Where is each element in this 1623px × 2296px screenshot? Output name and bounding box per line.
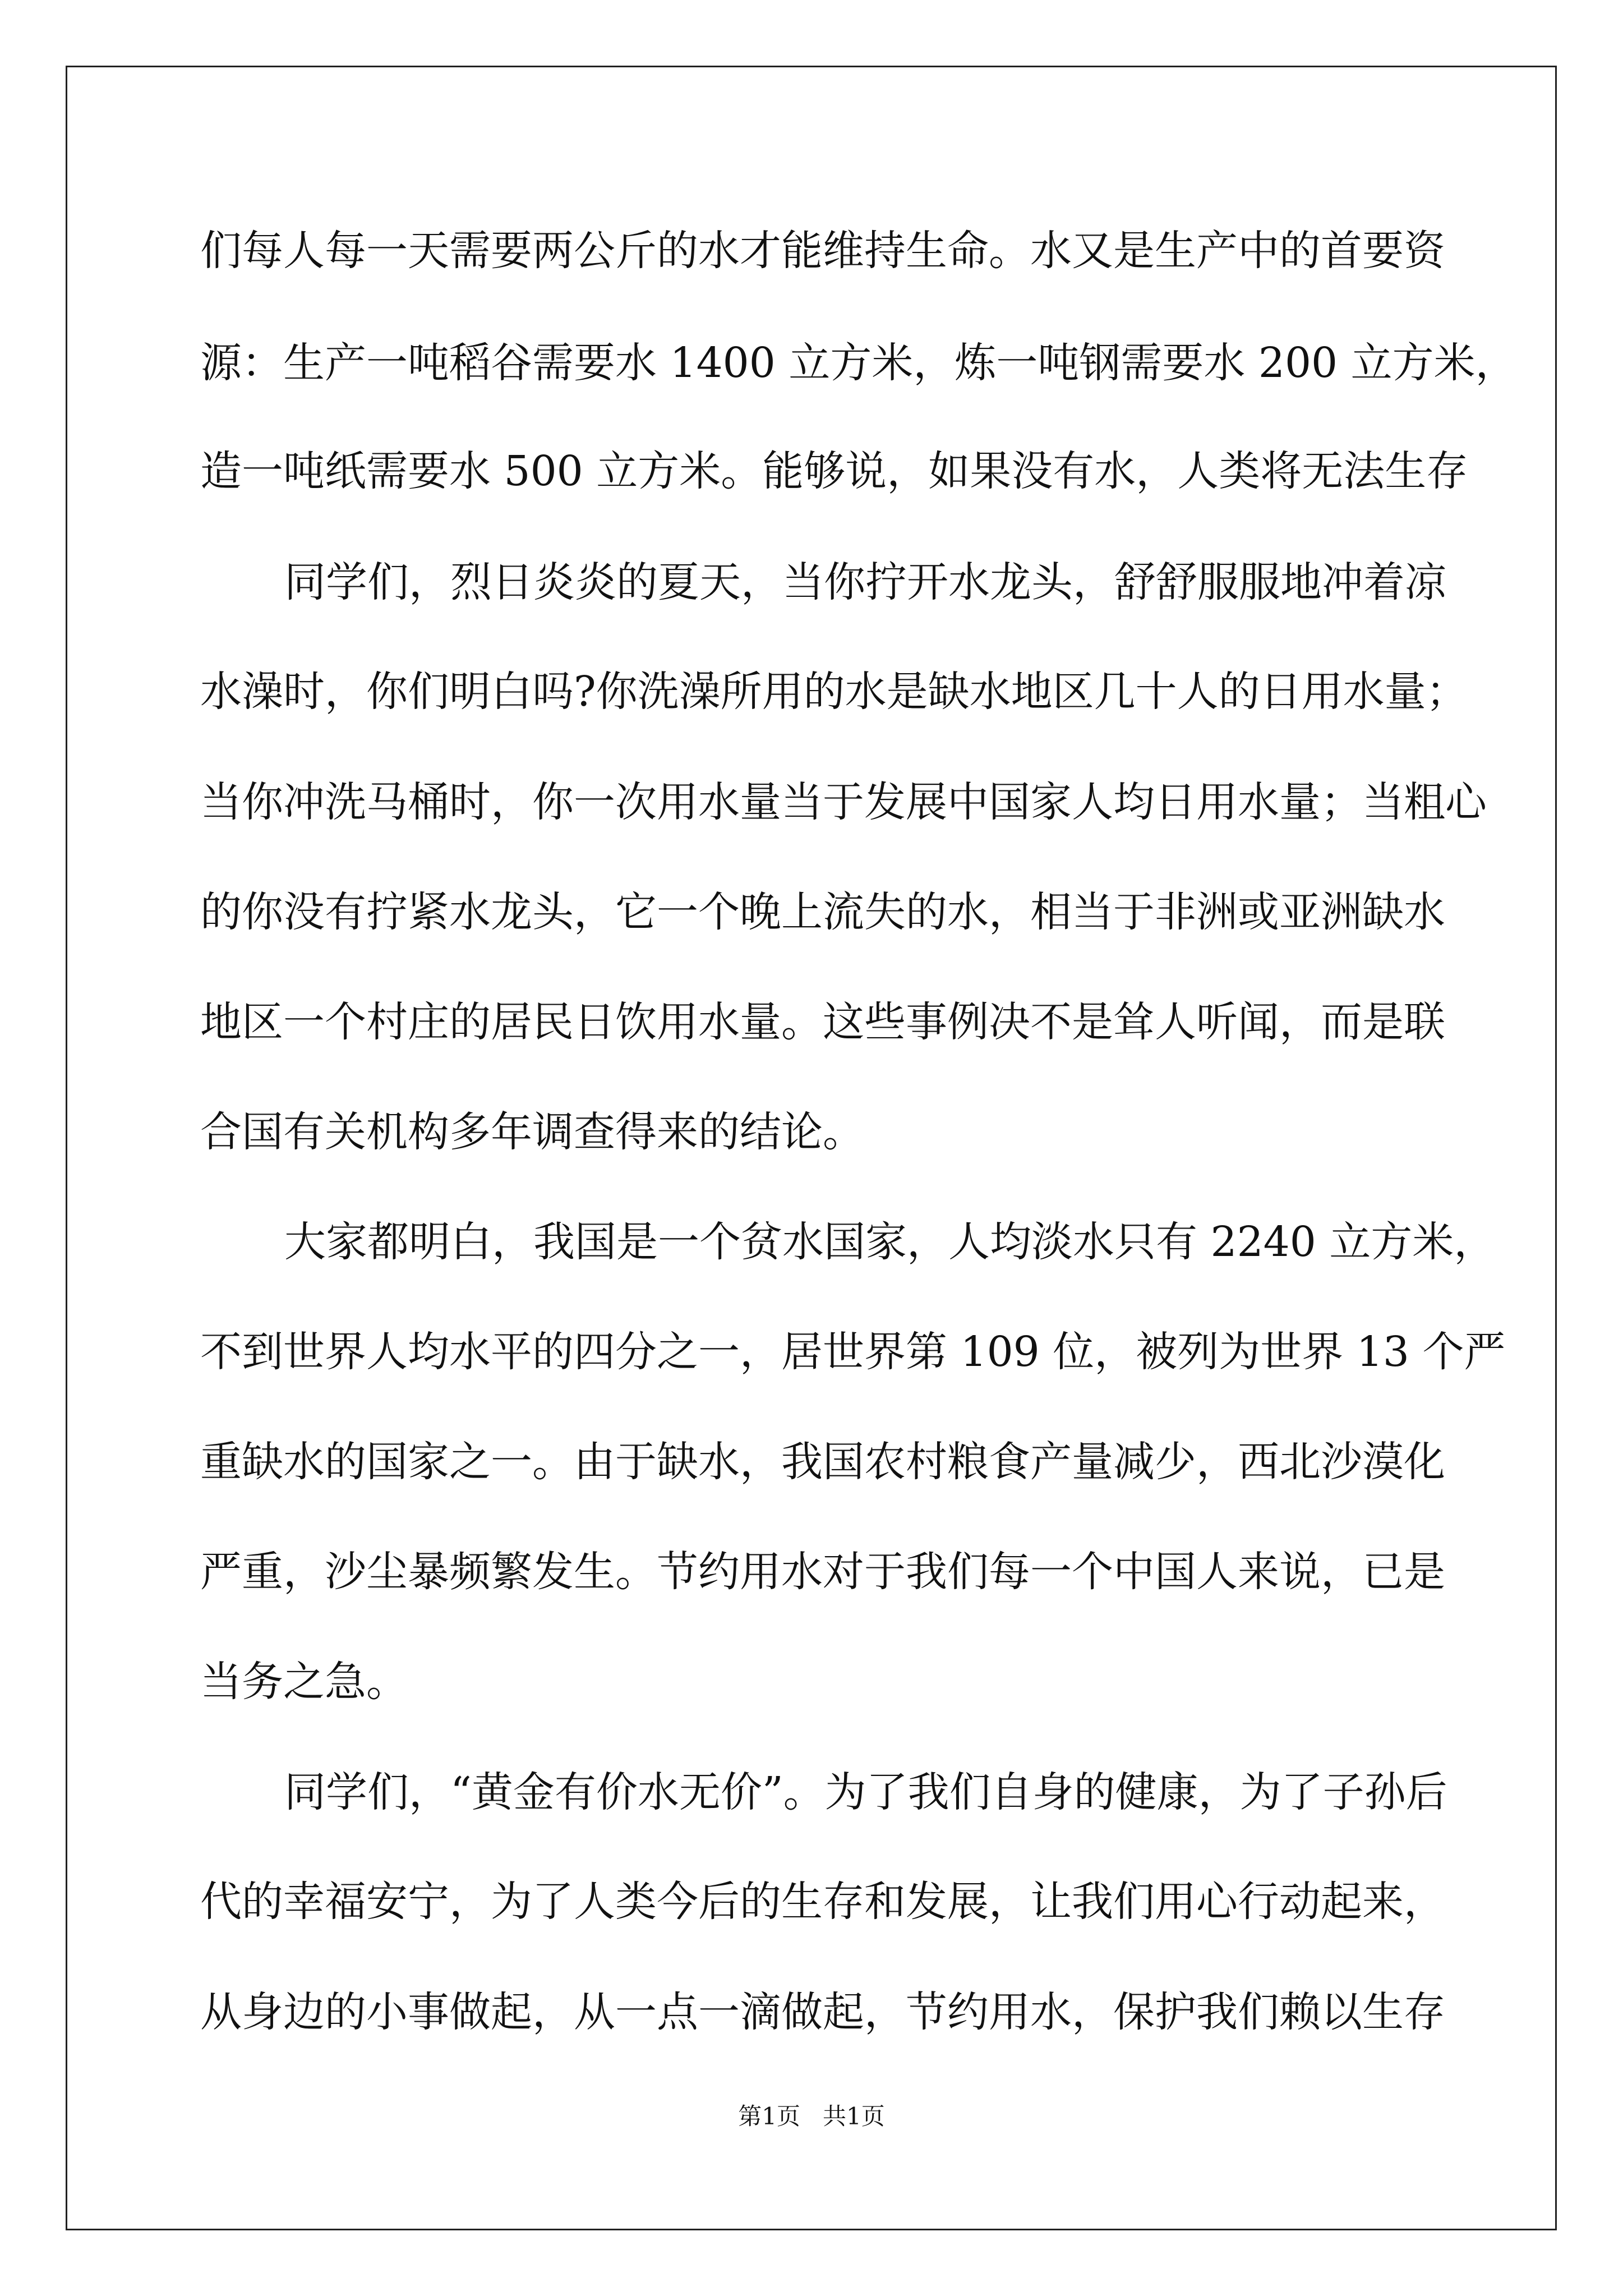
text-line: 的你没有拧紧水龙头，它一个晚上流失的水，相当于非洲或亚洲缺水 [200, 888, 1445, 936]
paragraph-start-line: 大家都明白，我国是一个贫水国家，人均淡水只有 2240 立方米， [284, 1218, 1496, 1266]
text-line: 不到世界人均水平的四分之一，居世界第 109 位，被列为世界 13 个严 [200, 1328, 1506, 1376]
paragraph-start-line: 同学们，“黄金有价水无价”。为了我们自身的健康，为了子孙后 [284, 1768, 1447, 1816]
text-line: 合国有关机构多年调查得来的结论。 [200, 1108, 864, 1156]
text-line: 们每人每一天需要两公斤的水才能维持生命。水又是生产中的首要资 [200, 227, 1445, 275]
text-line: 重缺水的国家之一。由于缺水，我国农村粮食产量减少，西北沙漠化 [200, 1438, 1445, 1486]
text-line: 地区一个村庄的居民日饮用水量。这些事例决不是耸人听闻，而是联 [200, 998, 1445, 1046]
text-line: 造一吨纸需要水 500 立方米。能够说，如果没有水，人类将无法生存 [200, 447, 1468, 495]
paragraph-start-line: 同学们，烈日炎炎的夏天，当你拧开水龙头，舒舒服服地冲着凉 [284, 558, 1446, 606]
text-line: 严重，沙尘暴频繁发生。节约用水对于我们每一个中国人来说，已是 [200, 1548, 1445, 1596]
text-line: 水澡时，你们明白吗?你洗澡所用的水是缺水地区几十人的日用水量； [200, 668, 1468, 716]
text-line: 代的幸福安宁，为了人类今后的生存和发展，让我们用心行动起来， [200, 1878, 1445, 1926]
page-footer: 第1页 共1页 [738, 2102, 885, 2130]
text-line: 当你冲洗马桶时，你一次用水量当于发展中国家人均日用水量；当粗心 [200, 778, 1487, 826]
text-line: 当务之急。 [200, 1658, 408, 1706]
text-line: 源：生产一吨稻谷需要水 1400 立方米，炼一吨钢需要水 200 立方米， [200, 339, 1517, 387]
text-line: 从身边的小事做起，从一点一滴做起，节约用水，保护我们赖以生存 [200, 1988, 1445, 2036]
